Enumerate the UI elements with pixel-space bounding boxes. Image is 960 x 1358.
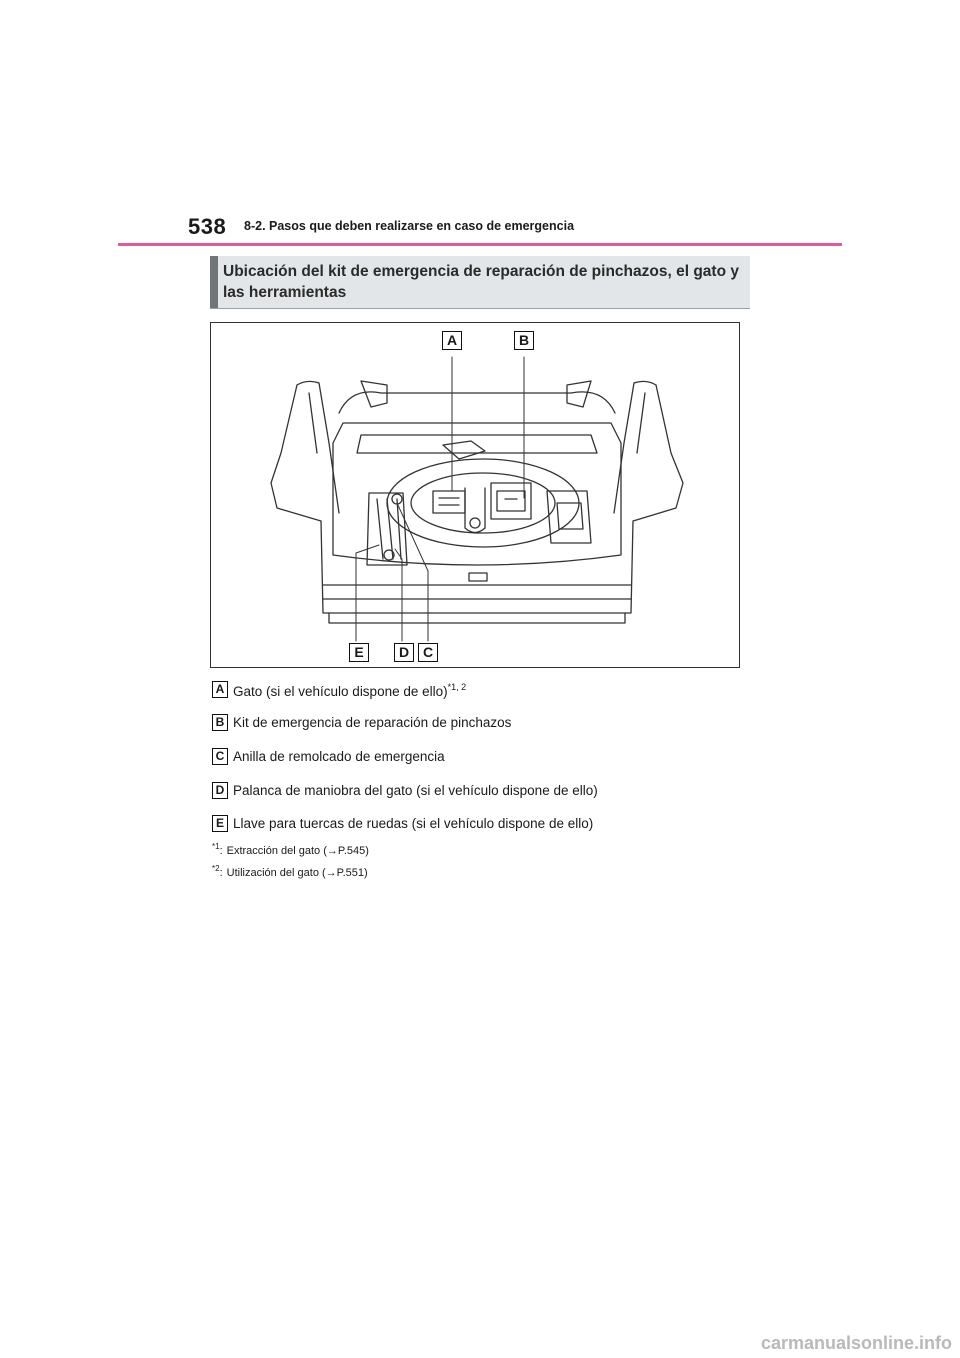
- footnote-2: $^{*2}$: Utilización del gato (→P.551): [212, 864, 368, 879]
- watermark: carmanualsonline.info: [760, 1333, 952, 1353]
- legend-label: Kit de emergencia de reparación de pinchazos: [233, 715, 512, 730]
- legend-key-d: D: [212, 782, 228, 799]
- legend-key-e: E: [212, 815, 228, 832]
- footnote-1: $^{*1}$: Extracción del gato (→P.545): [212, 842, 369, 857]
- legend-key-c: C: [212, 748, 228, 765]
- section-heading: [210, 256, 750, 309]
- callout-b: B: [514, 331, 534, 350]
- section-heading-text: Ubicación del kit de emergencia de reparación de pinchazos, el gato y las herramientas: [223, 263, 739, 301]
- callout-d: D: [394, 643, 414, 662]
- heading-accent-bar: [210, 256, 218, 308]
- legend-key-b: B: [212, 714, 228, 731]
- legend-label: Anilla de remolcado de emergencia: [233, 749, 445, 764]
- callout-a: A: [442, 331, 462, 350]
- legend-label: Llave para tuercas de ruedas (si el vehículo dispone de ello): [233, 816, 594, 831]
- trunk-drawing: [211, 323, 741, 669]
- footnote-mark: *1: [212, 842, 220, 851]
- callout-c: C: [418, 643, 438, 662]
- legend-label: Gato (si el vehículo dispone de ello)$^{*1, 2}$: [233, 682, 467, 699]
- trunk-illustration: [210, 322, 740, 668]
- footnote-mark: *2: [212, 864, 220, 873]
- section-title: 8-2. Pasos que deben realizarse en caso de emergencia: [244, 219, 575, 233]
- page-number: 538: [188, 214, 227, 239]
- footnote-text: Utilización del gato (→P.551): [226, 867, 368, 879]
- legend-label: Palanca de maniobra del gato (si el vehículo dispone de ello): [233, 783, 598, 798]
- footnote-text: Extracción del gato (→P.545): [226, 845, 369, 857]
- header-divider: [118, 243, 842, 246]
- callout-e: E: [349, 643, 369, 662]
- footnote-ref: *1, 2: [447, 682, 467, 692]
- legend-key-a: A: [212, 681, 228, 698]
